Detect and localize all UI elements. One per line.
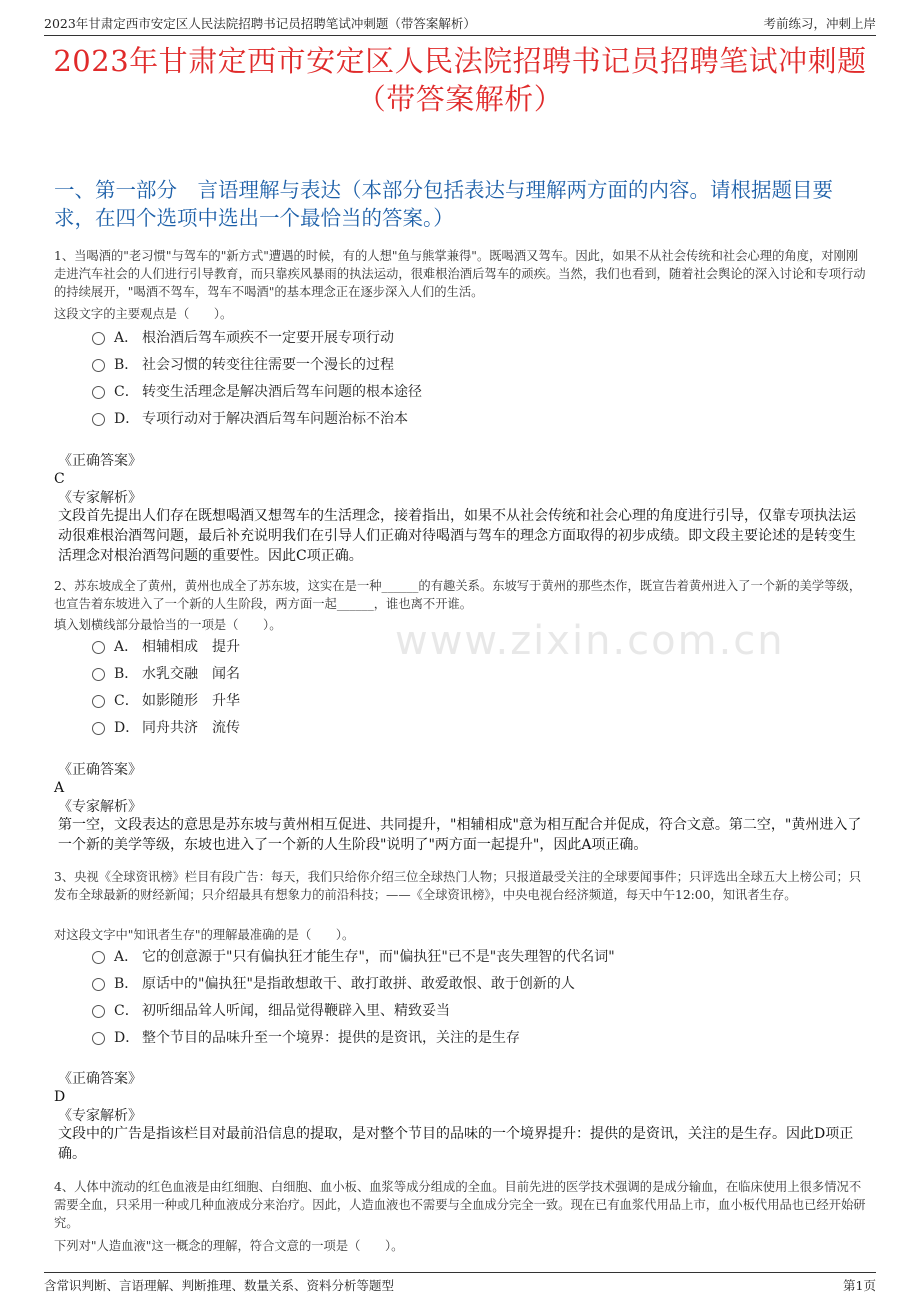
- q2-analysis: 第一空，文段表达的意思是苏东坡与黄州相互促进、共同提升，"相辅相成"意为相互配合并促成，符合文意。第二空，"黄州进入了一个新的美学等级，东坡也进入了一个新的人生阶段"说明了"两方面一起提升"，因此A项正确。: [58, 817, 862, 853]
- q1-option-b[interactable]: B． 社会习惯的转变往往需要一个漫长的过程: [92, 353, 868, 375]
- question-1-prompt: 这段文字的主要观点是（ ）。: [54, 307, 233, 321]
- page-header: [44, 12, 876, 36]
- question-1-stem: 1、当喝酒的"老习惯"与驾车的"新方式"遭遇的时候，有的人想"鱼与熊掌兼得"。既喝酒又驾车。因此，如果不从社会传统和社会心理的角度，对刚刚走进汽车社会的人们进行引导教育，而只靠疾风暴雨的执法运动，很难根治酒后驾车的顽疾。当然，我们也看到，随着社会舆论的深入讨论和专项行动的持续展开，"喝酒不驾车，驾车不喝酒"的基本理念正在逐步深入人们的生活。: [54, 249, 866, 299]
- question-2-prompt: 填入划横线部分最恰当的一项是（ ）。: [54, 618, 282, 632]
- section-heading: 一、第一部分 言语理解与表达（本部分包括表达与理解两方面的内容。请根据题目要求，在四个选项中选出一个最恰当的答案。）: [54, 178, 833, 230]
- q3-option-a[interactable]: A． 它的创意源于"只有偏执狂才能生存"，而"偏执狂"已不是"丧失理智的代名词": [92, 945, 868, 967]
- radio-icon[interactable]: [92, 695, 105, 708]
- q3-option-b[interactable]: B． 原话中的"偏执狂"是指敢想敢干、敢打敢拼、敢爱敢恨、敢于创新的人: [92, 972, 868, 994]
- q3-answer-label: 《正确答案》: [58, 1071, 142, 1087]
- header-slogan: 考前练习，冲刺上岸: [763, 16, 876, 31]
- radio-icon[interactable]: [92, 332, 105, 345]
- q2-answer: A: [54, 780, 65, 796]
- radio-icon[interactable]: [92, 951, 105, 964]
- radio-icon[interactable]: [92, 1005, 105, 1018]
- header-doc-title: 2023年甘肃定西市安定区人民法院招聘书记员招聘笔试冲刺题（带答案解析）: [44, 16, 476, 31]
- q1-option-c[interactable]: C． 转变生活理念是解决酒后驾车问题的根本途径: [92, 380, 868, 402]
- radio-icon[interactable]: [92, 668, 105, 681]
- question-3-prompt: 对这段文字中"知讯者生存"的理解最准确的是（ ）。: [54, 928, 355, 942]
- q2-answer-label: 《正确答案》: [58, 762, 142, 778]
- q1-answer-label: 《正确答案》: [58, 453, 142, 469]
- title-line-1: 2023年甘肃定西市安定区人民法院招聘书记员招聘笔试冲刺题: [53, 44, 867, 78]
- q1-answer: C: [54, 471, 65, 487]
- question-3-stem: 3、央视《全球资讯榜》栏目有段广告：每天，我们只给你介绍三位全球热门人物；只报道最受关注的全球要闻事件；只评选出全球五大上榜公司；只发布全球最新的财经新闻；只介绍最具有想象力的前沿科技；——《全球资讯榜》，中央电视台经济频道，每天中午12:00，知讯者生存。: [54, 870, 862, 902]
- question-2-stem: 2、苏东坡成全了黄州，黄州也成全了苏东坡，这实在是一种______的有趣关系。东坡写于黄州的那些杰作，既宣告着黄州进入了一个新的美学等级，也宣告着东坡进入了一个新的人生阶段，两方面一起______，谁也离不开谁。: [54, 579, 862, 611]
- q2-option-b[interactable]: B． 水乳交融 闻名: [92, 662, 868, 684]
- q1-option-d[interactable]: D． 专项行动对于解决酒后驾车问题治标不治本: [92, 407, 868, 429]
- question-4-stem: 4、人体中流动的红色血液是由红细胞、白细胞、血小板、血浆等成分组成的全血。目前先进的医学技术强调的是成分输血，在临床使用上很多情况不需要全血，只采用一种或几种血液成分来治疗。因此，人造血液也不需要与全血成分完全一致。现在已有血浆代用品上市，血小板代用品也已经开始研究。: [54, 1180, 866, 1230]
- page-footer: [44, 1272, 876, 1296]
- q3-analysis: 文段中的广告是指该栏目对最前沿信息的提取，是对整个节目的品味的一个境界提升：提供的是资讯，关注的是生存。因此D项正确。: [58, 1126, 854, 1162]
- page-number: 第1页: [843, 1278, 876, 1293]
- radio-icon[interactable]: [92, 359, 105, 372]
- radio-icon[interactable]: [92, 978, 105, 991]
- watermark: www.zixin.com.cn: [395, 618, 785, 664]
- radio-icon[interactable]: [92, 386, 105, 399]
- q3-answer: D: [54, 1089, 66, 1105]
- q2-analysis-label: 《专家解析》: [58, 799, 142, 815]
- q3-analysis-label: 《专家解析》: [58, 1108, 142, 1124]
- radio-icon[interactable]: [92, 722, 105, 735]
- radio-icon[interactable]: [92, 413, 105, 426]
- footer-note: 含常识判断、言语理解、判断推理、数量关系、资料分析等题型: [44, 1278, 395, 1293]
- q3-option-d[interactable]: D． 整个节目的品味升至一个境界：提供的是资讯，关注的是生存: [92, 1026, 868, 1048]
- q3-option-c[interactable]: C． 初听细品耸人听闻，细品觉得鞭辟入里、精致妥当: [92, 999, 868, 1021]
- q1-analysis-label: 《专家解析》: [58, 490, 142, 506]
- q1-analysis: 文段首先提出人们存在既想喝酒又想驾车的生活理念，接着指出，如果不从社会传统和社会心理的角度进行引导，仅靠专项执法运动很难根治酒驾问题，最后补充说明我们在引导人们正确对待喝酒与驾车的理念方面取得的初步成绩。即文段主要论述的是转变生活理念对根治酒驾问题的重要性。因此C项正确。: [58, 508, 856, 564]
- question-4-prompt: 下列对"人造血液"这一概念的理解，符合文意的一项是（ ）。: [54, 1239, 404, 1253]
- document-title: [40, 42, 880, 118]
- q2-option-a[interactable]: A． 相辅相成 提升: [92, 635, 868, 657]
- radio-icon[interactable]: [92, 641, 105, 654]
- radio-icon[interactable]: [92, 1032, 105, 1045]
- title-line-2: （带答案解析）: [356, 82, 564, 116]
- q1-option-a[interactable]: A． 根治酒后驾车顽疾不一定要开展专项行动: [92, 326, 868, 348]
- q2-option-d[interactable]: D． 同舟共济 流传: [92, 716, 868, 738]
- q2-option-c[interactable]: C． 如影随形 升华: [92, 689, 868, 711]
